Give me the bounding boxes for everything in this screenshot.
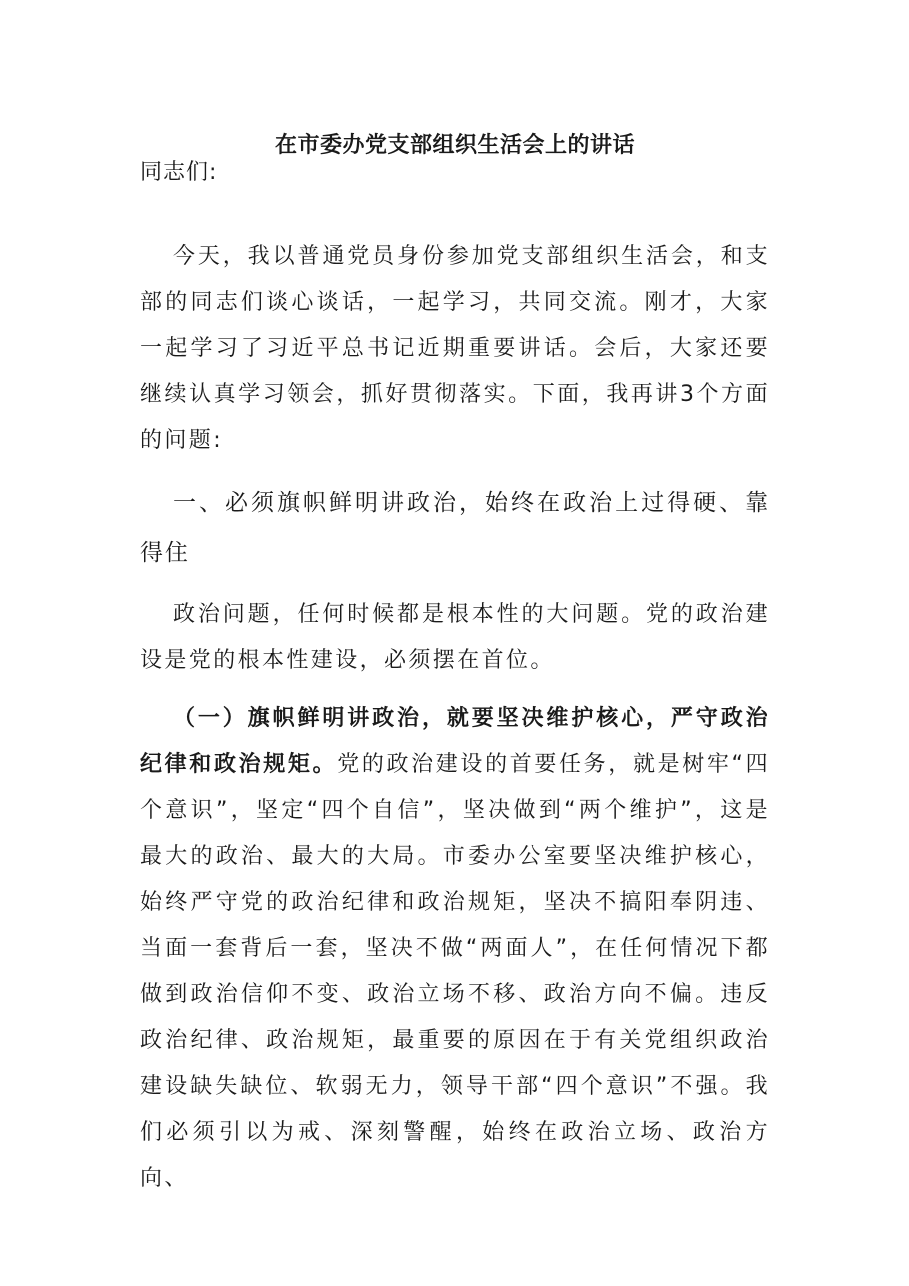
subsection-1-paragraph bbox=[140, 696, 770, 1202]
salutation: 同志们: bbox=[140, 160, 218, 185]
document-title: 在市委办党支部组织生活会上的讲话 bbox=[274, 133, 635, 158]
subsection-1-lead: （一）旗帜鲜明讲政治，就要坚决维护核心，严守政治纪律和政治规矩。 bbox=[140, 706, 770, 777]
intro-paragraph: 今天，我以普通党员身份参加党支部组织生活会，和支部的同志们谈心谈话，一起学习，共同交流。刚才，大家一起学习了习近平总书记近期重要讲话。会后，大家还要继续认真学习领会，抓好贯彻落实。下面，我再讲3个方面的问题: bbox=[140, 244, 770, 453]
politics-paragraph: 政治问题，任何时候都是根本性的大问题。党的政治建设是党的根本性建设，必须摆在首位。 bbox=[140, 602, 770, 673]
subsection-1-body: 党的政治建设的首要任务，就是树牢“四个意识”，坚定“四个自信”，坚决做到“两个维护”，这是最大的政治、最大的大局。市委办公室要坚决维护核心，始终严守党的政治纪律和政治规矩，坚决不搞阳奉阴违、当面一套背后一套，坚决不做“两面人”，在任何情况下都做到政治信仰不变、政治立场不移、政治方向不偏。违反政治纪律、政治规矩，最重要的原因在于有关党组织政治建设缺失缺位、软弱无力，领导干部“四个意识”不强。我们必须引以为戒、深刻警醒，始终在政治立场、政治方向、 bbox=[140, 752, 770, 1191]
section-heading-1: 一、必须旗帜鲜明讲政治，始终在政治上过得硬、靠得住 bbox=[140, 490, 770, 566]
